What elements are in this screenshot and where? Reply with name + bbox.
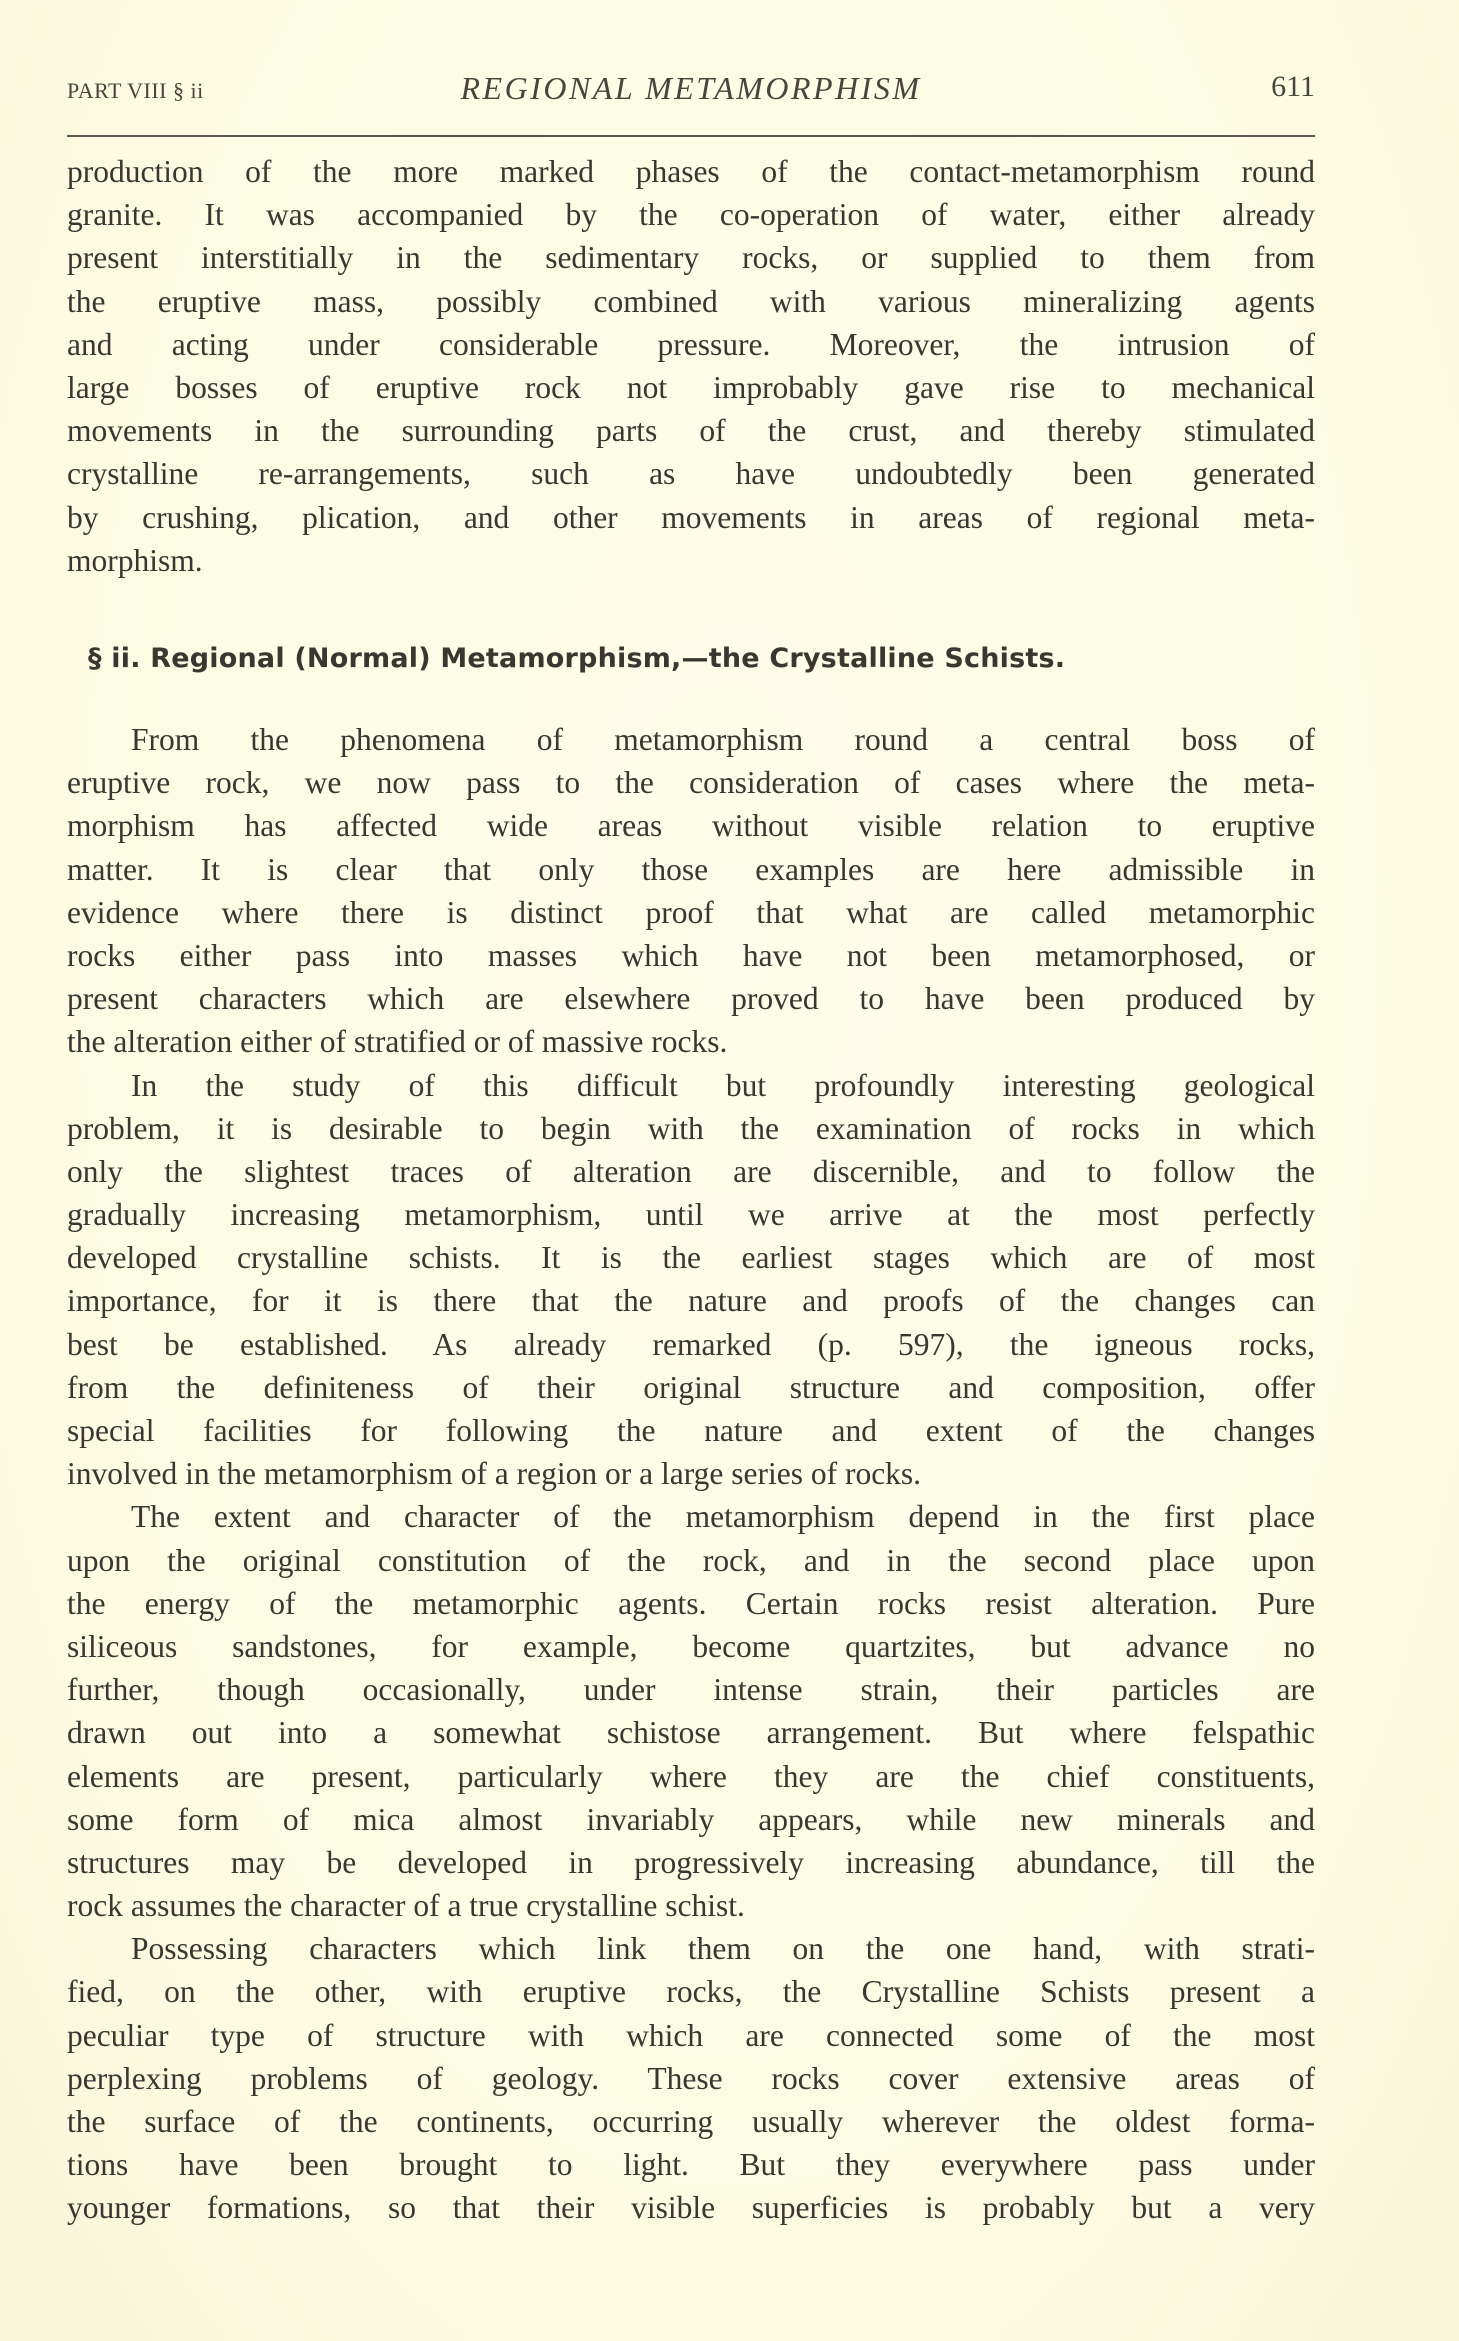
text-line: younger formations, so that their visible superficies is probably but a very (67, 2190, 1315, 2226)
running-header (67, 70, 1315, 110)
text-line: the energy of the metamorphic agents. Certain rocks resist alteration. Pure (67, 1585, 1315, 1621)
text-line: From the phenomena of metamorphism round a central boss of (131, 722, 1315, 757)
section-heading: § ii. Regional (Normal) Metamorphism,—the Crystalline Schists. (88, 643, 1066, 674)
text-line: gradually increasing metamorphism, until we arrive at the most perfectly (67, 1197, 1315, 1233)
text-line: the surface of the continents, occurring usually wherever the oldest forma- (67, 2104, 1315, 2139)
text-line: some form of mica almost invariably appears, while new minerals and (67, 1801, 1315, 1837)
text-line: structures may be developed in progressively increasing abundance, till the (67, 1844, 1315, 1880)
text-line: further, though occasionally, under intense strain, their particles are (67, 1672, 1315, 1708)
text-line: large bosses of eruptive rock not improbably gave rise to mechanical (67, 369, 1315, 405)
paragraph (67, 1064, 1315, 1496)
text-line: only the slightest traces of alteration are discernible, and to follow the (67, 1153, 1315, 1189)
section-body (67, 718, 1315, 2230)
text-line: siliceous sandstones, for example, become quartzites, but advance no (67, 1628, 1315, 1664)
text-line: peculiar type of structure with which are connected some of the most (67, 2017, 1315, 2053)
text-line: crystalline re-arrangements, such as have undoubtedly been generated (67, 456, 1315, 492)
paragraph (67, 1927, 1315, 2229)
text-line: by crushing, plication, and other movements in areas of regional meta- (67, 499, 1315, 535)
text-line: drawn out into a somewhat schistose arrangement. But where felspathic (67, 1715, 1315, 1751)
text-line: from the definiteness of their original structure and composition, offer (67, 1369, 1315, 1405)
text-line: elements are present, particularly where they are the chief constituents, (67, 1758, 1315, 1794)
text-line: matter. It is clear that only those examples are here admissible in (67, 851, 1315, 887)
text-line: rocks either pass into masses which have not been metamorphosed, or (67, 937, 1315, 973)
text-line: upon the original constitution of the rock, and in the second place upon (67, 1542, 1315, 1578)
paragraph (67, 1495, 1315, 1927)
text-line: movements in the surrounding parts of the crust, and thereby stimulated (67, 413, 1315, 449)
page-number: 611 (1271, 70, 1315, 103)
text-line: morphism has affected wide areas without visible relation to eruptive (67, 808, 1315, 844)
text-line: present characters which are elsewhere proved to have been produced by (67, 981, 1315, 1017)
text-line: best be established. As already remarked (p. 597), the igneous rocks, (67, 1326, 1315, 1362)
text-line: and acting under considerable pressure. Moreover, the intrusion of (67, 326, 1315, 362)
text-line: The extent and character of the metamorphism depend in the first place (131, 1499, 1315, 1535)
text-line: morphism. (67, 542, 203, 578)
text-line: involved in the metamorphism of a region or a large series of rocks. (67, 1456, 922, 1492)
text-line: developed crystalline schists. It is the earliest stages which are of most (67, 1240, 1315, 1276)
part-section-label: PART VIII § ii (67, 78, 204, 103)
text-line: Possessing characters which link them on the one hand, with strati- (131, 1931, 1315, 1967)
text-line: special facilities for following the nature and extent of the changes (67, 1413, 1315, 1448)
header-rule (67, 135, 1315, 137)
text-line: the alteration either of stratified or of massive rocks. (67, 1024, 728, 1060)
running-title: REGIONAL METAMORPHISM (460, 70, 922, 106)
text-line: In the study of this difficult but profoundly interesting geological (131, 1067, 1315, 1103)
text-line: rock assumes the character of a true crystalline schist. (67, 1888, 745, 1924)
text-line: production of the more marked phases of the contact-metamorphism round (67, 154, 1315, 189)
paragraph (67, 718, 1315, 1064)
text-line: importance, for it is there that the nature and proofs of the changes can (67, 1283, 1315, 1319)
text-line: the eruptive mass, possibly combined with various mineralizing agents (67, 283, 1315, 319)
text-line: perplexing problems of geology. These rocks cover extensive areas of (67, 2060, 1315, 2096)
text-line: problem, it is desirable to begin with the examination of rocks in which (67, 1110, 1315, 1146)
text-line: evidence where there is distinct proof that what are called metamorphic (67, 894, 1315, 930)
text-line: tions have been brought to light. But they everywhere pass under (67, 2147, 1315, 2183)
text-line: eruptive rock, we now pass to the consideration of cases where the meta- (67, 765, 1315, 801)
text-line: granite. It was accompanied by the co-operation of water, either already (67, 197, 1315, 233)
intro-paragraph (67, 150, 1315, 582)
text-line: present interstitially in the sedimentary rocks, or supplied to them from (67, 240, 1315, 276)
text-line: fied, on the other, with eruptive rocks, the Crystalline Schists present a (67, 1974, 1315, 2010)
